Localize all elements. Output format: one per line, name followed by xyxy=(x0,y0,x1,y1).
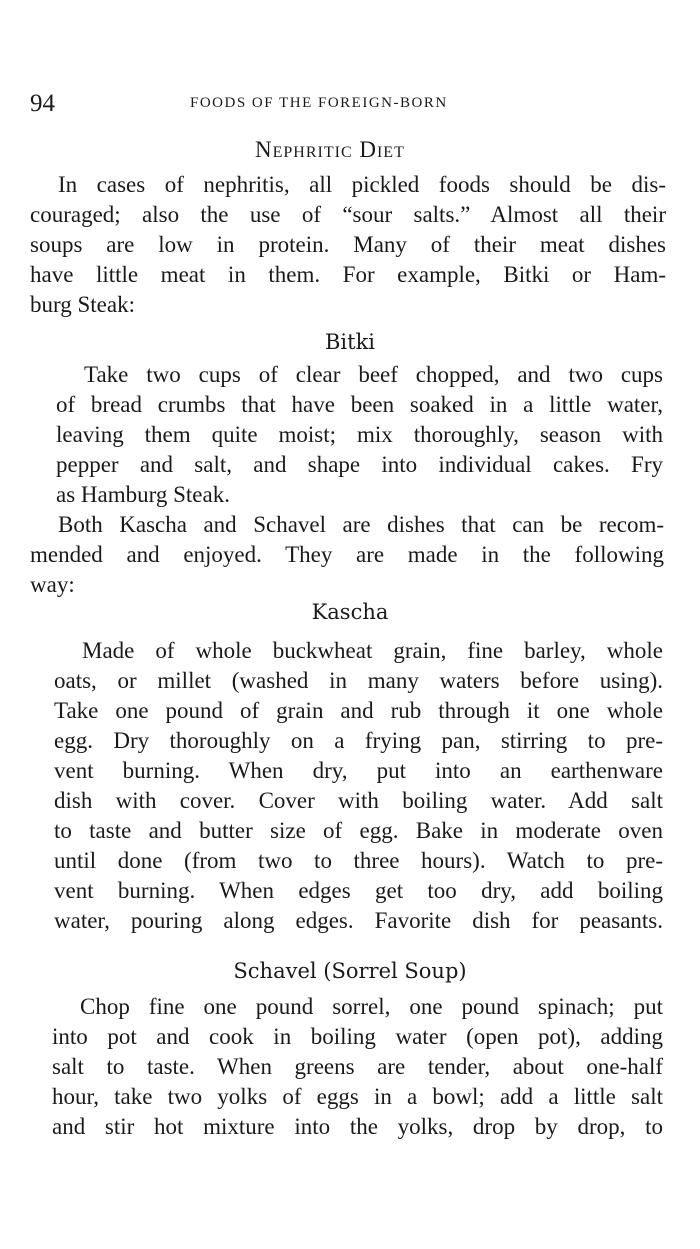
recipe-title-kascha: Kascha xyxy=(311,600,389,624)
text-line: vent burning. When dry, put into an earthenware xyxy=(54,758,663,783)
text-line: Take two cups of clear beef chopped, and two cups xyxy=(84,362,663,387)
text-line: until done (from two to three hours). Watch to pre- xyxy=(54,848,663,873)
running-head: FOODS OF THE FOREIGN-BORN xyxy=(190,95,448,111)
text-line: mended and enjoyed. They are made in the following xyxy=(30,542,664,567)
text-line: oats, or millet (washed in many waters before using). xyxy=(54,668,663,693)
text-line: Both Kascha and Schavel are dishes that can be recom- xyxy=(58,512,664,537)
text-line: In cases of nephritis, all pickled foods should be dis- xyxy=(58,172,666,197)
page-header xyxy=(0,90,700,120)
text-line: hour, take two yolks of eggs in a bowl; add a little salt xyxy=(52,1084,663,1109)
section-title: Nephritic Diet xyxy=(255,137,405,162)
kascha-paragraph xyxy=(54,636,663,936)
text-line: Take one pound of grain and rub through it one whole xyxy=(54,698,663,723)
text-line: water, pouring along edges. Favorite dish for peasants. xyxy=(54,908,663,933)
recipe-title-schavel: Schavel (Sorrel Soup) xyxy=(233,959,467,983)
text-line: egg. Dry thoroughly on a frying pan, stirring to pre- xyxy=(54,728,663,753)
text-line: burg Steak: xyxy=(30,292,135,317)
bitki-paragraph xyxy=(56,360,663,510)
text-line: have little meat in them. For example, Bitki or Ham- xyxy=(30,262,666,287)
intro-paragraph xyxy=(30,170,666,320)
text-line: way: xyxy=(30,572,75,597)
transition-paragraph xyxy=(30,510,664,600)
text-line: Made of whole buckwheat grain, fine barley, whole xyxy=(82,638,663,663)
text-line: salt to taste. When greens are tender, about one-half xyxy=(52,1054,663,1079)
text-line: to taste and butter size of egg. Bake in moderate oven xyxy=(54,818,663,843)
text-line: and stir hot mixture into the yolks, drop by drop, to xyxy=(52,1114,663,1139)
text-line: as Hamburg Steak. xyxy=(56,482,230,507)
recipe-title-bitki: Bitki xyxy=(324,330,376,354)
page-number: 94 xyxy=(30,90,55,117)
text-line: couraged; also the use of “sour salts.” Almost all their xyxy=(30,202,666,227)
text-line: into pot and cook in boiling water (open pot), adding xyxy=(52,1024,663,1049)
text-line: of bread crumbs that have been soaked in a little water, xyxy=(56,392,663,417)
text-line: pepper and salt, and shape into individual cakes. Fry xyxy=(56,452,663,477)
schavel-paragraph xyxy=(52,992,663,1142)
text-line: dish with cover. Cover with boiling water. Add salt xyxy=(54,788,663,813)
text-line: vent burning. When edges get too dry, add boiling xyxy=(54,878,663,903)
text-line: leaving them quite moist; mix thoroughly, season with xyxy=(56,422,663,447)
text-line: Chop fine one pound sorrel, one pound spinach; put xyxy=(80,994,663,1019)
text-line: soups are low in protein. Many of their meat dishes xyxy=(30,232,666,257)
